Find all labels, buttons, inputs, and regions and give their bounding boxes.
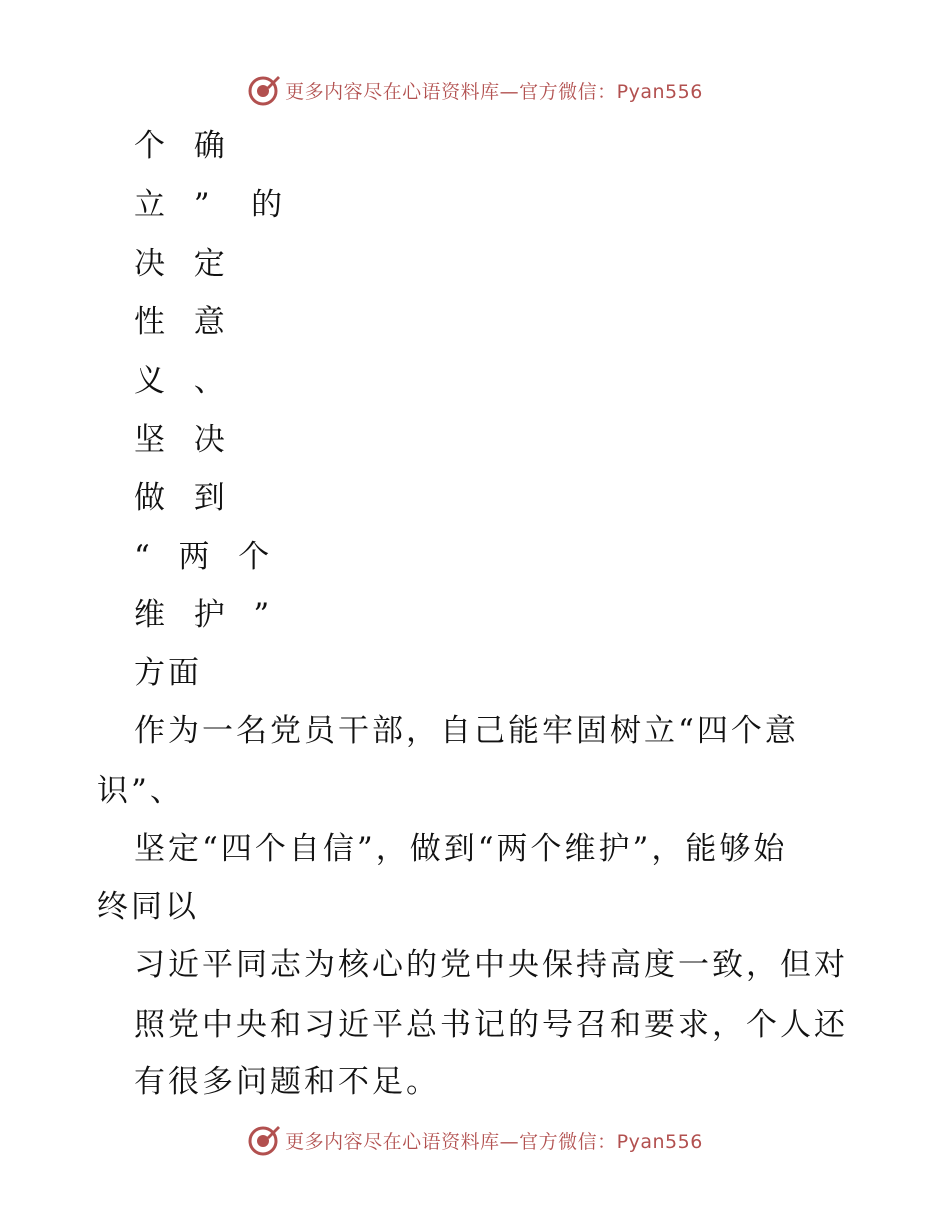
text-line: 个 确 bbox=[134, 128, 228, 164]
text-line: 义 、 bbox=[134, 363, 228, 399]
text-line: 坚 决 bbox=[134, 422, 228, 458]
brand-logo-icon bbox=[247, 1123, 281, 1157]
text-line: 维 护 ” bbox=[134, 597, 273, 633]
text-line: 决 定 bbox=[134, 246, 228, 282]
text-line: 习近平同志为核心的党中央保持高度一致，但对 bbox=[134, 947, 848, 983]
footer-banner-text: 更多内容尽在心语资料库—官方微信：Pyan556 bbox=[285, 1130, 703, 1153]
footer-banner bbox=[0, 1120, 950, 1160]
text-line: 有很多问题和不足。 bbox=[134, 1064, 440, 1100]
text-line: 做 到 bbox=[134, 480, 228, 516]
text-line: 照党中央和习近平总书记的号召和要求，个人还 bbox=[134, 1007, 848, 1043]
text-line: 识”、 bbox=[97, 773, 184, 809]
header-banner bbox=[0, 70, 950, 110]
text-line: 作为一名党员干部，自己能牢固树立“四个意 bbox=[134, 713, 799, 749]
brand-logo-icon bbox=[247, 73, 281, 107]
text-line: 坚定“四个自信”，做到“两个维护”，能够始 bbox=[134, 831, 788, 867]
header-banner-text: 更多内容尽在心语资料库—官方微信：Pyan556 bbox=[285, 80, 703, 103]
text-line: “ 两 个 bbox=[134, 539, 273, 575]
text-line: 性 意 bbox=[134, 304, 228, 340]
text-line: 立 ” 的 bbox=[134, 187, 286, 223]
text-line: 方面 bbox=[134, 655, 202, 691]
text-line: 终同以 bbox=[97, 889, 199, 925]
